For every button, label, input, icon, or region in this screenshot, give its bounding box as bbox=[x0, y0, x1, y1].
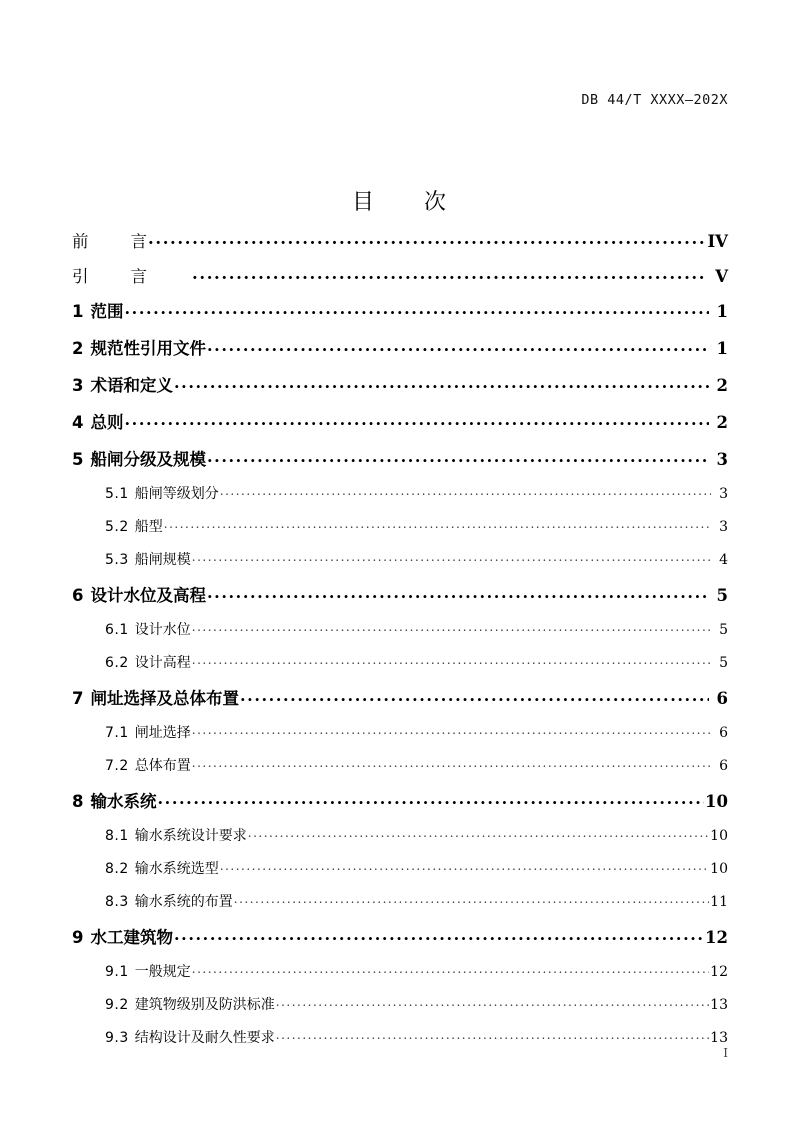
toc-entry-number: 4 bbox=[72, 413, 84, 432]
dot-leader bbox=[192, 619, 711, 635]
toc-page-number: 3 bbox=[719, 486, 728, 502]
toc-entry-label bbox=[72, 228, 147, 252]
toc-entry-text: 船闸分级及规模 bbox=[90, 450, 206, 469]
toc-page-number: 6 bbox=[719, 758, 728, 774]
toc-entry-number: 6.2 bbox=[105, 655, 129, 671]
toc-entry-label bbox=[105, 755, 191, 775]
toc-entry-text-part2: 言 bbox=[130, 267, 147, 286]
toc-page-number: 1 bbox=[716, 339, 728, 358]
dot-leader bbox=[192, 652, 711, 668]
toc-page-number: 12 bbox=[705, 928, 728, 947]
toc-entry-label bbox=[72, 335, 206, 359]
toc-page-number: 12 bbox=[710, 964, 728, 980]
toc-entry-label bbox=[72, 263, 191, 287]
toc-entry-number: 5.1 bbox=[105, 486, 129, 502]
toc-entry-text: 闸址选择及总体布置 bbox=[90, 689, 239, 708]
toc-entry-5[interactable] bbox=[72, 446, 728, 483]
toc-entry-4[interactable] bbox=[72, 409, 728, 446]
toc-entry-label bbox=[72, 582, 206, 606]
dot-leader bbox=[124, 410, 709, 429]
toc-page-number: 3 bbox=[716, 450, 728, 469]
toc-page-number: V bbox=[715, 267, 728, 286]
toc-entry-number: 3 bbox=[72, 376, 84, 395]
toc-page-number: 10 bbox=[710, 861, 728, 877]
dot-leader bbox=[276, 1027, 709, 1043]
toc-entry-text: 船闸规模 bbox=[134, 552, 191, 568]
toc-entry-text-part2: 言 bbox=[130, 232, 147, 251]
toc-entry-text: 一般规定 bbox=[134, 964, 191, 980]
toc-page-number: 13 bbox=[710, 997, 728, 1013]
dot-leader bbox=[220, 858, 709, 874]
toc-entry-text: 设计水位 bbox=[134, 622, 191, 638]
toc-entry-number: 9.1 bbox=[105, 964, 129, 980]
toc-entry-number: 9 bbox=[72, 928, 84, 947]
toc-entry-number: 8.3 bbox=[105, 894, 129, 910]
dot-leader bbox=[157, 789, 704, 808]
toc-entry-5-1[interactable] bbox=[72, 483, 728, 516]
toc-entry-9-2[interactable] bbox=[72, 994, 728, 1027]
dot-leader bbox=[220, 483, 711, 499]
toc-entry-6[interactable] bbox=[72, 582, 728, 619]
dot-leader bbox=[192, 549, 711, 565]
dot-leader bbox=[124, 299, 709, 318]
dot-leader bbox=[148, 229, 706, 248]
toc-entry-8[interactable] bbox=[72, 788, 728, 825]
toc-page-number: 13 bbox=[710, 1030, 728, 1046]
toc-entry-label bbox=[72, 685, 239, 709]
toc-entry-label bbox=[105, 825, 247, 845]
toc-entry-text: 设计水位及高程 bbox=[90, 586, 206, 605]
toc-entry-8-3[interactable] bbox=[72, 891, 728, 924]
toc-page-number: 11 bbox=[710, 894, 728, 910]
dot-leader bbox=[234, 891, 709, 907]
toc-entry-text: 术语和定义 bbox=[90, 376, 173, 395]
dot-leader bbox=[248, 825, 709, 841]
toc-entry-7-1[interactable] bbox=[72, 722, 728, 755]
toc-entry-3[interactable] bbox=[72, 372, 728, 409]
toc-entry-text: 输水系统的布置 bbox=[134, 894, 233, 910]
toc-entry-text: 总则 bbox=[90, 413, 124, 432]
toc-entry-text: 输水系统 bbox=[90, 792, 157, 811]
toc-entry-number: 7.1 bbox=[105, 725, 129, 741]
toc-entry-7[interactable] bbox=[72, 685, 728, 722]
toc-entry-label bbox=[105, 961, 191, 981]
toc-entry-number: 9.2 bbox=[105, 997, 129, 1013]
toc-entry-8-1[interactable] bbox=[72, 825, 728, 858]
toc-entry-label bbox=[105, 516, 163, 536]
toc-page-number: 10 bbox=[705, 792, 728, 811]
toc-entry-frontmatter[interactable] bbox=[72, 228, 728, 263]
toc-entry-text: 范围 bbox=[90, 302, 124, 321]
toc-entry-text: 水工建筑物 bbox=[90, 928, 173, 947]
toc-entry-number: 7.2 bbox=[105, 758, 129, 774]
toc-entry-7-2[interactable] bbox=[72, 755, 728, 788]
toc-entry-number: 1 bbox=[72, 302, 84, 321]
toc-entry-label bbox=[72, 298, 123, 322]
toc-entry-text: 总体布置 bbox=[134, 758, 191, 774]
toc-entry-text: 规范性引用文件 bbox=[90, 339, 206, 358]
toc-entry-text: 结构设计及耐久性要求 bbox=[134, 1030, 275, 1046]
toc-entry-number: 2 bbox=[72, 339, 84, 358]
toc-page-number: 2 bbox=[716, 376, 728, 395]
toc-entry-label bbox=[72, 409, 123, 433]
dot-leader bbox=[192, 755, 711, 771]
table-of-contents bbox=[72, 228, 728, 1060]
toc-entry-frontmatter[interactable] bbox=[72, 263, 728, 298]
dot-leader bbox=[207, 336, 709, 355]
dot-leader bbox=[276, 994, 709, 1010]
toc-entry-5-2[interactable] bbox=[72, 516, 728, 549]
toc-entry-label bbox=[105, 858, 219, 878]
toc-page-number: 4 bbox=[719, 552, 728, 568]
toc-entry-label bbox=[105, 652, 191, 672]
toc-entry-label bbox=[72, 372, 173, 396]
toc-entry-text: 建筑物级别及防洪标准 bbox=[134, 997, 275, 1013]
toc-entry-number: 5.2 bbox=[105, 519, 129, 535]
toc-entry-text: 船型 bbox=[134, 519, 163, 535]
toc-page-number: IV bbox=[707, 232, 728, 251]
standard-number-header: DB 44/T XXXX—202X bbox=[581, 92, 728, 108]
toc-entry-label bbox=[105, 994, 275, 1014]
toc-entry-number: 5 bbox=[72, 450, 84, 469]
toc-page-number: 2 bbox=[716, 413, 728, 432]
toc-entry-label bbox=[105, 549, 191, 569]
toc-page-number: 5 bbox=[719, 655, 728, 671]
toc-entry-text-part1: 前 bbox=[72, 232, 89, 251]
toc-entry-number: 7 bbox=[72, 689, 84, 708]
page-title: 目 次 bbox=[351, 190, 448, 215]
toc-entry-number: 5.3 bbox=[105, 552, 129, 568]
toc-entry-6-1[interactable] bbox=[72, 619, 728, 652]
toc-entry-1[interactable] bbox=[72, 298, 728, 335]
dot-leader bbox=[240, 686, 709, 705]
dot-leader bbox=[192, 264, 707, 283]
dot-leader bbox=[174, 925, 704, 944]
toc-page-number: 3 bbox=[719, 519, 728, 535]
toc-entry-text-part1: 引 bbox=[72, 267, 89, 286]
toc-page-number: 6 bbox=[719, 725, 728, 741]
toc-entry-text: 闸址选择 bbox=[134, 725, 191, 741]
toc-entry-label bbox=[72, 446, 206, 470]
toc-entry-9[interactable] bbox=[72, 924, 728, 961]
toc-entry-number: 6 bbox=[72, 586, 84, 605]
toc-entry-8-2[interactable] bbox=[72, 858, 728, 891]
dot-leader bbox=[207, 447, 709, 466]
toc-page-number: 6 bbox=[716, 689, 728, 708]
toc-entry-number: 8 bbox=[72, 792, 84, 811]
toc-entry-label bbox=[72, 924, 173, 948]
toc-entry-text: 输水系统设计要求 bbox=[134, 828, 247, 844]
toc-page-number: 5 bbox=[716, 586, 728, 605]
toc-page-number: 10 bbox=[710, 828, 728, 844]
toc-entry-label bbox=[105, 722, 191, 742]
dot-leader bbox=[164, 516, 711, 532]
dot-leader bbox=[207, 583, 709, 602]
toc-entry-text: 设计高程 bbox=[134, 655, 191, 671]
dot-leader bbox=[192, 961, 709, 977]
toc-entry-label bbox=[105, 1027, 275, 1047]
toc-entry-number: 6.1 bbox=[105, 622, 129, 638]
dot-leader bbox=[192, 722, 711, 738]
toc-entry-label bbox=[105, 891, 233, 911]
toc-entry-label bbox=[105, 483, 219, 503]
toc-entry-label bbox=[72, 788, 156, 812]
toc-entry-9-1[interactable] bbox=[72, 961, 728, 994]
footer-page-number: I bbox=[723, 1046, 728, 1060]
toc-entry-text: 输水系统选型 bbox=[134, 861, 219, 877]
toc-page-number: 5 bbox=[719, 622, 728, 638]
toc-entry-number: 9.3 bbox=[105, 1030, 129, 1046]
toc-entry-text: 船闸等级划分 bbox=[134, 486, 219, 502]
toc-entry-6-2[interactable] bbox=[72, 652, 728, 685]
toc-entry-2[interactable] bbox=[72, 335, 728, 372]
dot-leader bbox=[174, 373, 709, 392]
toc-entry-5-3[interactable] bbox=[72, 549, 728, 582]
toc-entry-label bbox=[105, 619, 191, 639]
toc-entry-number: 8.1 bbox=[105, 828, 129, 844]
toc-page-number: 1 bbox=[716, 302, 728, 321]
toc-entry-number: 8.2 bbox=[105, 861, 129, 877]
